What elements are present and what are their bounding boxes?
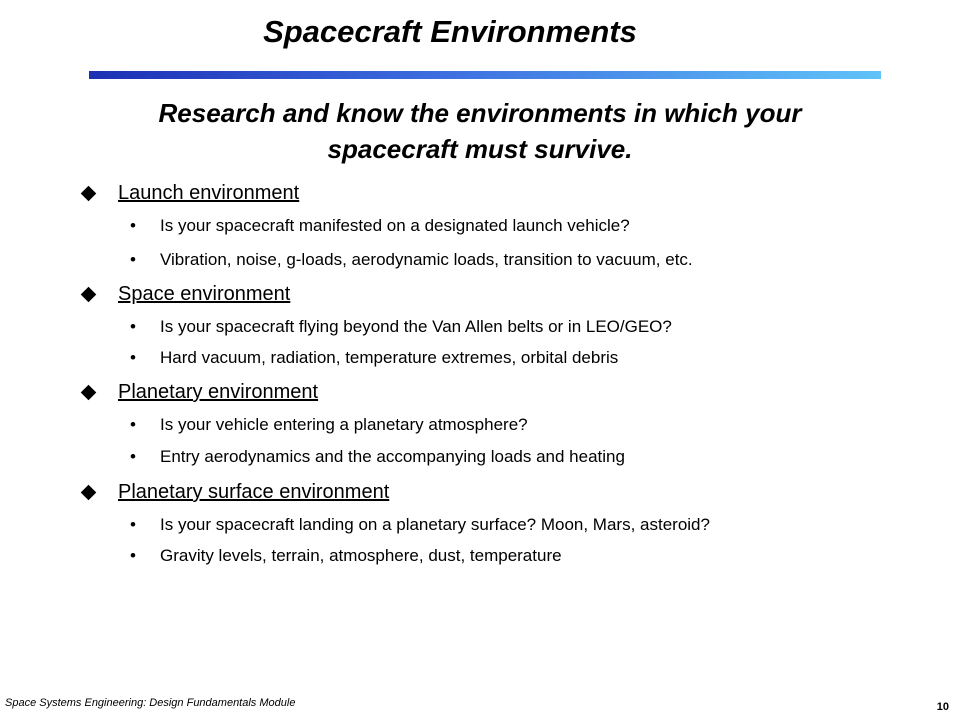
list-item (0, 315, 960, 339)
section-heading: Planetary environment (118, 381, 319, 403)
section-heading: Launch environment (118, 182, 300, 204)
section-heading: Planetary surface environment (118, 481, 390, 503)
list-item (0, 248, 960, 272)
slide-title: Spacecraft Environments (263, 14, 637, 49)
subtitle-line-2: spacecraft must survive. (327, 134, 633, 164)
diamond-bullet-icon (81, 385, 97, 401)
bullet-dot-icon: • (130, 216, 136, 235)
bullet-dot-icon: • (130, 250, 136, 269)
page-number: 10 (936, 701, 949, 713)
diamond-bullet-icon (81, 485, 97, 501)
bullet-text: Is your spacecraft landing on a planetary surface? Moon, Mars, asteroid? (160, 515, 710, 534)
bullet-text: Is your vehicle entering a planetary atmosphere? (160, 415, 528, 434)
bullet-text: Entry aerodynamics and the accompanying loads and heating (160, 447, 625, 466)
bullet-dot-icon: • (130, 415, 136, 434)
slide-subtitle (60, 95, 900, 167)
bullet-text: Gravity levels, terrain, atmosphere, dust, temperature (160, 546, 562, 565)
bullet-text: Is your spacecraft manifested on a designated launch vehicle? (160, 216, 630, 235)
diamond-bullet-icon (81, 186, 97, 202)
bullet-text: Is your spacecraft flying beyond the Van Allen belts or in LEO/GEO? (160, 317, 672, 336)
list-item (0, 214, 960, 238)
bullet-dot-icon: • (130, 546, 136, 565)
title-underline-bar (89, 71, 881, 79)
list-item (0, 445, 960, 469)
bullet-dot-icon: • (130, 317, 136, 336)
bullet-dot-icon: • (130, 348, 136, 367)
list-item (0, 513, 960, 537)
bullet-dot-icon: • (130, 515, 136, 534)
list-item (0, 544, 960, 568)
bullet-text: Hard vacuum, radiation, temperature extremes, orbital debris (160, 348, 619, 367)
subtitle-line-1: Research and know the environments in which your (158, 98, 802, 128)
section-heading: Space environment (118, 283, 291, 305)
bullet-dot-icon: • (130, 447, 136, 466)
footer-text: Space Systems Engineering: Design Fundamentals Module (5, 697, 296, 709)
bullet-text: Vibration, noise, g-loads, aerodynamic loads, transition to vacuum, etc. (160, 250, 693, 269)
diamond-bullet-icon (81, 287, 97, 303)
list-item (0, 413, 960, 437)
list-item (0, 346, 960, 370)
